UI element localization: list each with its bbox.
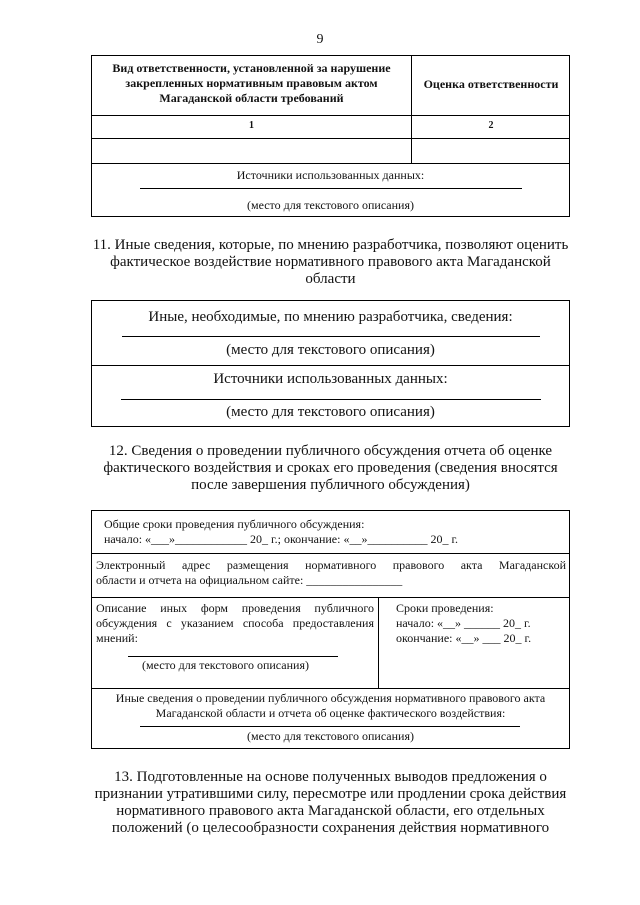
text-placeholder: (место для текстового описания): [247, 198, 414, 212]
text-placeholder: (место для текстового описания): [226, 342, 435, 358]
email-address-line-2: области и отчета на официальном сайте: ________________: [96, 573, 403, 587]
sources-label: Источники использованных данных:: [213, 371, 448, 387]
terms-start: начало: «__» ______ 20_ г.: [396, 616, 531, 630]
column-divider: [411, 56, 412, 163]
email-address-line-1: Электронный адрес размещения нормативного правового акта Магаданской: [96, 558, 566, 572]
page-number: 9: [316, 32, 324, 47]
text-placeholder: (место для текстового описания): [247, 729, 414, 743]
section-11-heading: 11. Иные сведения, которые, по мнению разработчика, позволяют оценить фактическое воздействие нормативного правового акта Магаданской области: [92, 237, 569, 287]
fill-line: [121, 399, 541, 400]
row-divider: [92, 163, 569, 164]
other-forms-line-1: Описание иных форм проведения публичного: [96, 601, 374, 615]
column-number-1: 1: [249, 120, 254, 131]
text-placeholder: (место для текстового описания): [226, 404, 435, 420]
sources-label: Источники использованных данных:: [236, 168, 425, 182]
start-end-dates: начало: «___»____________ 20_ г.; окончание: «__»__________ 20_ г.: [104, 532, 459, 546]
other-info-box: [91, 300, 570, 427]
column-divider: [378, 597, 379, 688]
text-placeholder: (место для текстового описания): [142, 658, 309, 672]
fill-line: [140, 726, 520, 727]
other-info-line-2: Магаданской области и отчета об оценке фактического воздействия:: [155, 706, 506, 720]
row-divider: [92, 138, 569, 139]
row-divider: [92, 597, 569, 598]
general-terms-label: Общие сроки проведения публичного обсуждения:: [104, 517, 365, 531]
section-13-heading: 13. Подготовленные на основе полученных выводов предложения о признании утратившими силу, пересмотре или продлении срока действия нормативного правового акта Магаданской области, его отдельных положений (о целесообразности сохранения действия нормативного: [94, 769, 567, 836]
terms-label: Сроки проведения:: [396, 601, 494, 615]
header-responsibility-type: Вид ответственности, установленной за нарушение закрепленных нормативным правовым актом Магаданской области требований: [112, 61, 391, 105]
fill-line: [140, 188, 522, 189]
terms-end: окончание: «__» ___ 20_ г.: [396, 631, 532, 645]
responsibility-table: [91, 55, 570, 217]
other-forms-line-3: мнений:: [96, 631, 138, 645]
row-divider: [92, 365, 569, 366]
other-forms-line-2: обсуждения с указанием способа предоставления: [96, 616, 374, 630]
row-divider: [92, 688, 569, 689]
other-info-label: Иные, необходимые, по мнению разработчика, сведения:: [148, 309, 513, 325]
header-responsibility-assessment: Оценка ответственности: [423, 77, 559, 91]
row-divider: [92, 115, 569, 116]
fill-line: [122, 336, 540, 337]
other-info-line-1: Иные сведения о проведении публичного обсуждения нормативного правового акта: [115, 691, 546, 705]
section-12-heading: 12. Сведения о проведении публичного обсуждения отчета об оценке фактического воздействия и сроках его проведения (сведения вносятся после завершения публичного обсуждения): [103, 443, 558, 493]
row-divider: [92, 553, 569, 554]
fill-line: [128, 656, 338, 657]
public-discussion-box: [91, 510, 570, 749]
column-number-2: 2: [488, 120, 494, 131]
